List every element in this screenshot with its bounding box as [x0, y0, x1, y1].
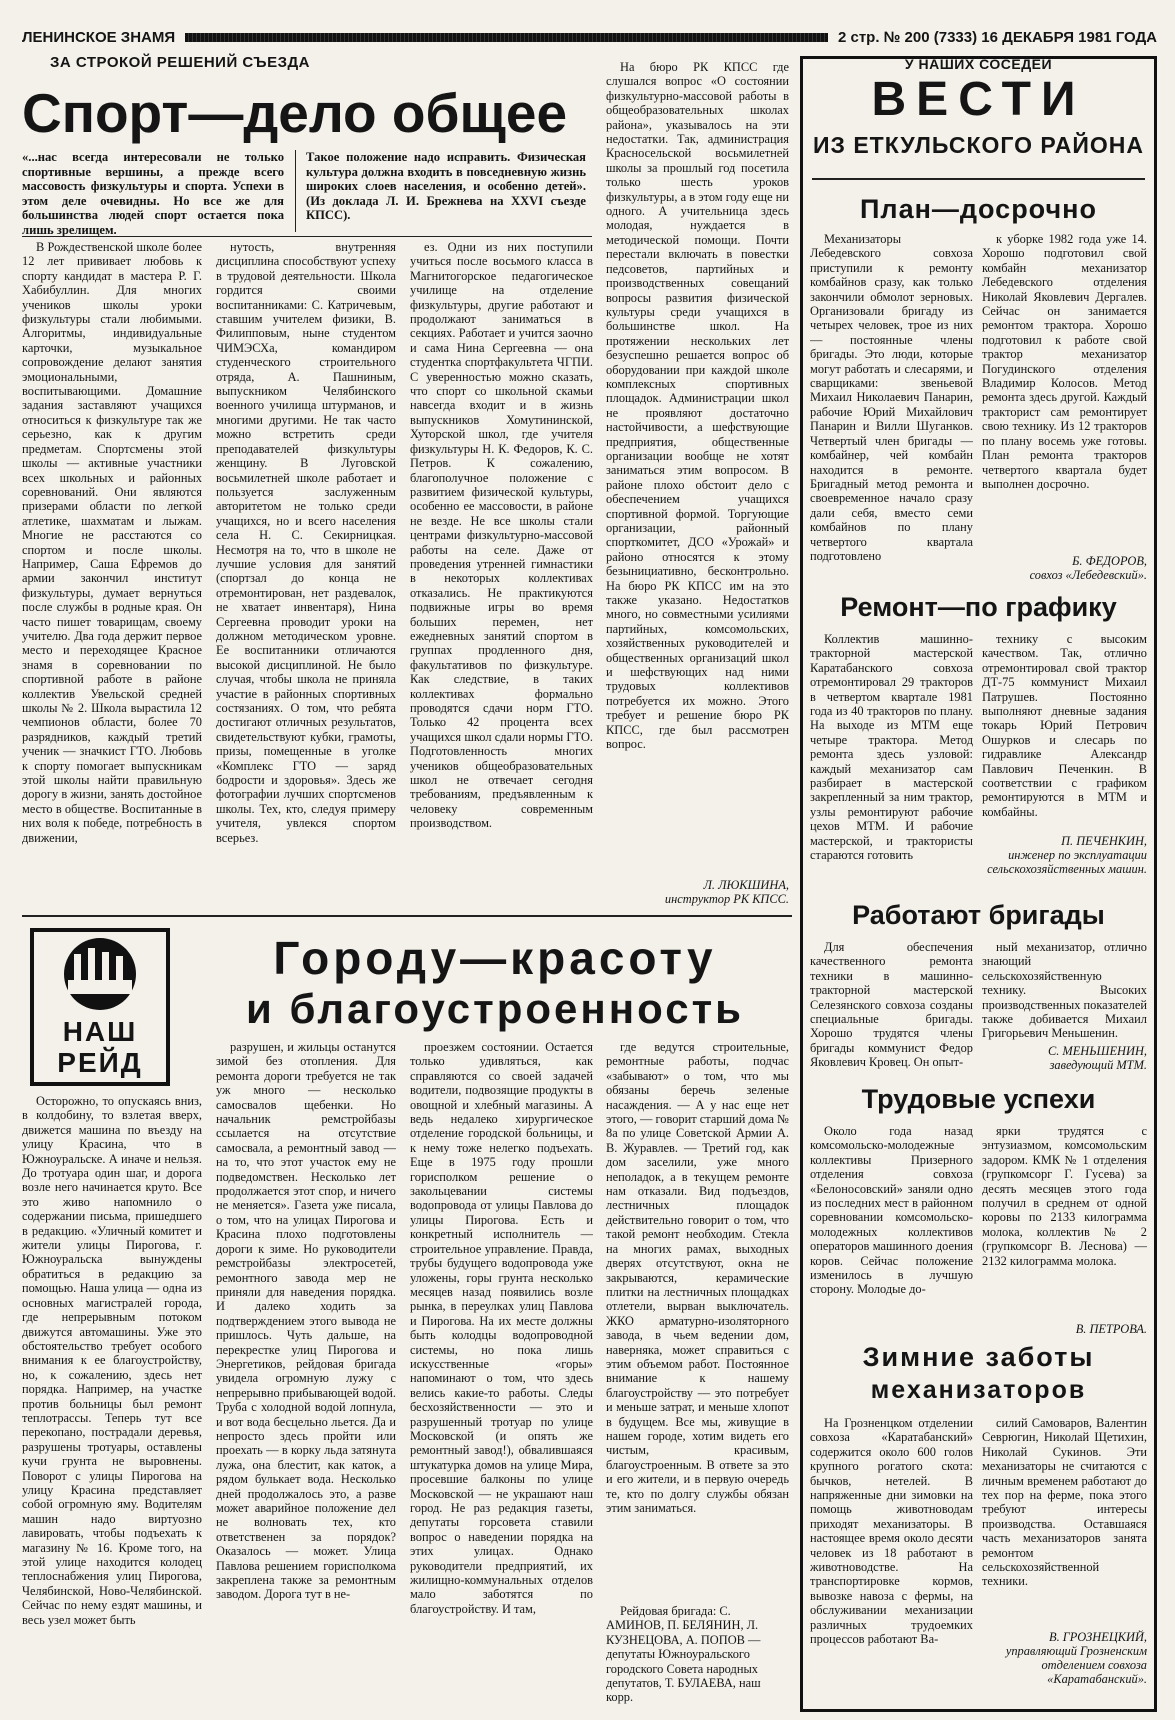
sport-headline: Спорт—дело общее	[22, 82, 568, 144]
item-2-signature	[982, 834, 1147, 876]
item-2-sig-name: П. ПЕЧЕНКИН,	[1061, 834, 1147, 848]
sport-lead-right: Такое положение надо исправить. Физическая культура должна входить в повседневную жизнь широких слоев населения, и особенно детей». (Из доклада Л. И. Брежнева на XXVI съезде КПСС).	[306, 150, 586, 222]
city-column-1: Осторожно, то опускаясь вниз, в колдобину, то взлетая вверх, движется машина по въезду на улицу Красина, что в Южноуральске. А иначе и нельзя. До тротуара один шаг, и дорога возле него начинается круто. Все это живо напомнило о содержании письма, пришедшего в редакцию. «Уличный комитет и жители улицы Пирогова, г. Южноуральска вынуждены обратиться в редакцию за помощью. Наша улица — одна из основных магистралей города, где непрерывным потоком движутся автомашины. Уже это обстоятельство требует особого внимания к ее благоустройству, но, к сожалению, здесь нет порядка. Например, на участке против больницы был ремонт теплотрассы. Теперь тут все перекопано, пострадали деревья, разрушены тротуары, оставлены кучи грунта не выровнены. Поворот с улицы Пирогова на улицу Красина представляет собой огромную яму. Водителям машин надо виртуозно лавировать, чтобы подъехать к магазину № 16. Кроме того, на этой улице находится колодец теплоснабжения улиц Пирогова, Челябинской, Ново-Челябинской. Сейчас по нему ездят машины, и весь узел может быть	[22, 1094, 202, 1627]
item-3-signature	[982, 1044, 1147, 1072]
lead-divider	[295, 150, 296, 232]
item-3-left: Для обеспечения качественного ремонта техники в машинно-тракторной мастерской Селезянского совхоза созданы специальные бригады. Хорошо трудятся члены бригады коммунист Федор Яковлевич Кровец. Он опыт-	[810, 940, 973, 1070]
city-column-3: проезжем состоянии. Остается только удивляться, как справляются со своей задачей водители, подвозящие продукты в овощной и хлебный магазины. А ведь недалеко хирургическое отделение городской больницы, и к нему тоже нелегко подъехать. Еще в 1975 году прошли горисполком решение о закольцевании системы водопровода от улицы Павлова до улицы Пирогова. Есть и конкретный исполнитель — строительное управление. Правда, трубы будущего водопровода уже уложены, горы грунта несколько месяцев назад появились возле рынка, в переулках улиц Павлова и Пирогова. На их месте должны быть колодцы водопроводной системы, но пока лишь искусственные «горы» напоминают о том, что здесь велись какие-то работы. Следы бесхозяйственности — это и разрушенный тротуар по улице Московской (и опять же ремонтный завод!), обвалившаяся штукатурка домов на улице Мира, просевшие балконы по улице Московской — не украшают наш город. Не раз редакция газеты, депутаты горсовета ставили вопрос о наведении порядка на этих улицах. Однако руководители предприятий, их жилищно-коммунальных отделов мало заботятся по благоустройству. И там,	[410, 1040, 593, 1616]
sport-lead-left: «...нас всегда интересовали не только спортивные вершины, а прежде всего массовость физкультуры и спорта. Успехи в этом деле очевидны. Но все же для большинства людей спорт остается пока лишь зрелищем.	[22, 150, 284, 237]
item-5-left: На Грозненцком отделении совхоза «Каратабанский» содержится около 600 голов крупного рогатого скота: бычков, нетелей. В напряженные дни зимовки на помощь животноводам приходят механизаторы. В настоящее время около десяти человек из 18 работают в животноводстве. На транспортировке кормов, вывозке навоза с фермы, на обслуживании механизации различных трудоемких процессов работают Ва-	[810, 1416, 973, 1647]
sport-signature-name: Л. ЛЮКШИНА,	[703, 878, 789, 892]
sport-lead-rule	[22, 236, 592, 237]
masthead-rule	[185, 33, 828, 42]
masthead	[22, 26, 1157, 48]
sport-column-4: На бюро РК КПСС где слушался вопрос «О состоянии физкультурно-массовой работы в общеобразовательных школах района», указывалось на эти недостатки. Так, администрация Красносельской восьмилетней школы за прошлый год посетила только шесть уроков физкультуры, а в этом году еще ни одного. А учительница здесь молодая, нуждается в методической помощи. Почти перестали включать в повестки педсоветов, партийных и производственных совещаний вопросы развития физической культуры среди учащихся в большинстве школ. На протяжении нескольких лет безуспешно решается вопрос об оборудовании при каждой школе комплексных спортивных площадок. Администрации школ не проявляют достаточно настойчивости, а шефствующие предприятия, общественные организации вообще не хотят заниматься этим вопросом. В районе плохо обстоит дело с обеспечением учащихся спортивной формой. Торгующие организации, районный спорткомитет, ДСО «Урожай» и районо относятся к этому безынициативно, бесконтрольно. На бюро РК КПСС им на это также указано. Недостатков много, но совместными усилиями партийных, комсомольских, хозяйственных руководителей и общественных организаций школ и шефствующих над ними трудовых коллективов потребуется их можно. Этого требует и решение бюро РК КПСС, где был рассмотрен вопрос.	[606, 60, 789, 752]
sport-column-3: ез. Одни из них поступили учиться после восьмого класса в Магнитогорское педагогическое училище на отделение физкультуры, другие работают и продолжают заниматься в секциях. Работает и учится заочно и сама Нина Сергеевна — она студентка спортфакультета ЧГПИ. С уверенностью можно сказать, что спорт со школьной скамьи навсегда входит и в жизнь выпускников Хомутининской, Хуторской школ, где учителя физкультуры Н. К. Федоров, К. С. Петров. К сожалению, благополучное положение с развитием физической культуры, особенно ее массовости, в районе не везде. Не все школы стали центрами физкультурно-массовой работы на селе. Даже от проведения утренней гимнастики в некоторых коллективах отказались. Не практикуются подвижные игры во время больших перемен, нет ежедневных занятий спортом в группах продленного дня, факультативов по физкультуре. Как следствие, в таких коллективах формально проводятся сдачи норм ГТО. Только 42 процента всех учащихся школ сдали нормы ГТО. Подготовленность многих учеников общеобразовательных школ не отвечает сегодня требованиям, предъявленным к человеку современным производством.	[410, 240, 593, 831]
item-4-right: ярки трудятся с энтузиазмом, комсомольским задором. КМК № 1 отделения (групкомсорг Г. Гусева) за десять месяцев этого года получил в среднем от одной коровы по 2133 килограмма молока, коллектив № 2 (групкомсорг В. Леснова) — 2132 килограмма молока.	[982, 1124, 1147, 1268]
neighbors-title-2: ИЗ ЕТКУЛЬСКОГО РАЙОНА	[813, 132, 1144, 158]
item-5-signature	[982, 1630, 1147, 1686]
item-2-headline: Ремонт—по графику	[840, 592, 1117, 622]
neighbors-title-rule	[812, 178, 1145, 180]
city-headline-1: Городу—красоту	[273, 932, 717, 984]
item-4-signature	[982, 1322, 1147, 1336]
factory-icon	[34, 932, 166, 1012]
sport-kicker: ЗА СТРОКОЙ РЕШЕНИЙ СЪЕЗДА	[50, 54, 311, 71]
item-5-sig-title: управляющий Грозненским отделением совхоза «Каратабанский».	[1005, 1644, 1147, 1686]
section-rule	[22, 915, 792, 917]
item-3-right: ный механизатор, отлично знающий сельскохозяйственную технику. Высоких производственных показателей также добивается Михаил Григорьевич Меньшенин.	[982, 940, 1147, 1040]
badge-line-1: НАШ	[62, 1016, 138, 1047]
item-4-sig-name: В. ПЕТРОВА.	[1075, 1322, 1147, 1336]
raid-brigade: Рейдовая бригада: С. АМИНОВ, П. БЕЛЯНИН, Л. КУЗНЕЦОВА, А. ПОПОВ — депутаты Южноуральского городского Совета народных депутатов, Т. БУЛАЕВА, наш корр.	[606, 1604, 761, 1705]
item-1-signature	[982, 554, 1147, 582]
badge-line-2: РЕЙД	[57, 1047, 143, 1078]
item-5-sig-name: В. ГРОЗНЕЦКИЙ,	[1049, 1630, 1147, 1644]
item-2-sig-title: инженер по эксплуатации сельскохозяйственных машин.	[987, 848, 1147, 876]
paper-name: ЛЕНИНСКОЕ ЗНАМЯ	[22, 28, 176, 46]
sport-signature	[606, 878, 789, 906]
item-1-sig-name: Б. ФЕДОРОВ,	[1072, 554, 1147, 568]
item-5-headline-2: механизаторов	[870, 1376, 1087, 1404]
raid-badge	[30, 928, 170, 1086]
city-column-4: где ведутся строительные, ремонтные работы, подчас «забывают» о том, что мы обязаны беречь зеленые насаждения. — А у нас еще нет этого, — говорит старший дома № 8а по улице Советской Армии А. В. Журавлев. — Третий год, как дом заселили, уже много неполадок, а в текущем ремонте нам отказали. Вид подъездов, лестничных площадок действительно говорит о том, что такой ремонт необходим. Стекла на многих рамах, выходных дверях отсутствуют, окна не закрываются, керамические плитки на лестничных площадках отлетели, вырван выключатель. ЖКО арматурно-изоляторного завода, в чьем ведении дом, наверняка, может справиться с этим объемом работ. Постоянное внимание к нашему благоустройству — это потребует и меньше затрат, и меньше хлопот в будущем. Все мы, живущие в нашем городе, хотим видеть его чистым, красивым, благоустроенным. В ответе за это и его жители, и в первую очередь те, кто по долгу службы обязан этим заниматься.	[606, 1040, 789, 1515]
item-1-right: к уборке 1982 года уже 14. Хорошо подготовил свой комбайн механизатор Лебедевского отделения Николай Яковлевич Дергалев. Сейчас он занимается ремонтом трактора. Хорошо подготовил к работе свой трактор механизатор Погудинского отделения Владимир Колосов. Метод ремонта здесь другой. Каждый тракторист сам ремонтирует свою технику. Из 12 тракторов по плану восемь уже готовы. План ремонта тракторов четвертого квартала будет выполнен досрочно.	[982, 232, 1147, 491]
sport-column-2: нутость, внутренняя дисциплина способствуют успеху в трудовой деятельности. Школа гордится своими воспитанниками: С. Катричевым, ставшим учителем физики, В. Филипповым, ныне студентом ЧИМЭСХа, командиром студенческого строительного отряда, А. Пашниным, выпускником Челябинского военного училища штурманов, и многими другими. Не так часто можно встретить среди преподавателей физкультуры женщину. В Луговской восьмилетней школе работает и пользуется заслуженным авторитетом не только среди учащихся, но и всего населения села Н. С. Секирницкая. Несмотря на то, что в школе не лучшие условия для занятий (спортзал до конца не отремонтирован, нет раздевалок, не хватает инвентаря), Нина Сергеевна проводит уроки на должном методическом уровне. Ее воспитанники отличаются высокой дисциплиной. Не было случая, чтобы школа не приняла участие в районных спортивных состязаниях. О том, что ребята достигают отличных результатов, свидетельствуют кубки, грамоты, призы, помещенные в уголке «Комплекс ГТО — заряд бодрости и здоровья». Здесь же фотографии лучших спортсменов школы. Тех, кто, следуя примеру учителя, увлекся спортом всерьез.	[216, 240, 396, 845]
item-3-headline: Работают бригады	[852, 900, 1105, 930]
neighbors-kicker: У НАШИХ СОСЕДЕЙ	[904, 56, 1053, 72]
item-4-left: Около года назад комсомольско-молодежные коллективы Призерного отделения совхоза «Белоносовский» заняли одно из последних мест в районном соревновании комсомольско-молодежных коллективов операторов машинного доения коров. Сейчас положение изменилось в лучшую сторону. Молодые до-	[810, 1124, 973, 1297]
item-1-left: Механизаторы Лебедевского совхоза приступили к ремонту комбайнов сразу, как только закончили обмолот зерновых. Организовали бригаду из четырех человек, трое из них — постоянные члены бригады. Это люди, которые могут работать и слесарями, и сварщиками: звеньевой Михаил Николаевич Панарин, рабочие Юрий Михайлович Панарин и Вилли Шуганков. Четвертый член бригады — комбайнер, чей комбайн находится в ремонте. Бригадный метод ремонта и своевременное начало сразу дали себя, вместо семи комбайнов по плану четвертого квартала подготовлено	[810, 232, 973, 563]
item-1-headline: План—досрочно	[860, 194, 1097, 224]
sport-column-1: В Рождественской школе более 12 лет прививает любовь к спорту кандидат в мастера Р. Г. Хабибуллин. Для многих учеников школы уроки физкультуры стали любимыми. Алгоритмы, индивидуальные карточки, музыкальное сопровождение делают занятия эмоциональными, воспитывающими. Домашние задания заставляют учащихся относиться к физкультуре так же серьезно, как к другим предметам. Спортсмены этой школы — активные участники всех школьных и районных соревнований. Они являются призерами области по легкой атлетике, шахматам и лыжам. Многие не расстаются со спортом и после школы. Например, Саша Ефремов до армии закончил институт физкультуры, думает вернуться после службы в родные края. Он часто пишет товарищам, своему учителю. Два года держит первое место и переходящее Красное знамя в соревновании по спортивной работе в районе коллектив Увельской средней школы № 2. Школа вырастила 12 чемпионов области, более 70 разрядников, каждый третий ученик — значкист ГТО. Любовь к спорту помогает выпускникам этой школы найти правильную дорогу в жизни, занять достойное место в обществе. Воспитанные в них воля к победе, потребность в движении,	[22, 240, 202, 845]
item-3-sig-title: заведующий МТМ.	[1049, 1058, 1147, 1072]
item-4-headline: Трудовые успехи	[861, 1084, 1096, 1114]
item-1-sig-title: совхоз «Лебедевский».	[1029, 568, 1147, 582]
item-2-right: технику с высоким качеством. Так, отлично отремонтировал свой трактор ДТ-75 коммунист Михаил Патрушев. Постоянно выполняют дневные задания токарь Юрий Петрович Ошурков и слесарь по гидравлике Александр Павлович Печенкин. В соответствии с графиком ремонтируются в МТМ и комбайны.	[982, 632, 1147, 819]
city-headline-2: и благоустроенность	[246, 985, 744, 1032]
issue-info: 2 стр. № 200 (7333) 16 ДЕКАБРЯ 1981 ГОДА	[837, 28, 1157, 46]
item-3-sig-name: С. МЕНЬШЕНИН,	[1047, 1044, 1147, 1058]
sport-signature-title: инструктор РК КПСС.	[664, 892, 789, 906]
item-5-right: силий Самоваров, Валентин Севрюгин, Николай Щетихин, Николай Сукинов. Эти механизаторы не считаются с личным временем работают до тех пор на ферме, пока этого требуют интересы производства. Оставшаяся часть механизаторов занята ремонтом сельскохозяйственной техники.	[982, 1416, 1147, 1589]
item-5-headline-1: Зимние заботы	[862, 1342, 1095, 1372]
city-column-2: разрушен, и жильцы останутся зимой без отопления. Для ремонта дороги требуется не так уж много — несколько самосвалов щебенки. Но начальник ремстройбазы ссылается на отсутствие самосвала, а ремонтный завод — на то, что этот участок ему не подведомствен. Несколько лет продолжается этот спор, и ничего не меняется». Газета уже писала, о том, что на улицах Пирогова и Красина плохо подготовлены дороги к зиме. Но руководители ремстройбазы электросетей, ремонтного завода мер не приняли для наведения порядка. И далеко ходить за подтверждением этого вывода не пришлось. Чуть дальше, на перекрестке улиц Пирогова и Энергетиков, рейдовая бригада увидела огромную лужу с непрерывно прибывающей водой. Труба с холодной водой лопнула, и вот вода бесцельно льется. Да и непросто здесь пройти или проехать — в корку льда затянута лужа, она блестит, как каток, а рядом булькает вода. Несколько дней продолжалось это, а разве может аварийное положение дел не волновать тех, кто ответственен за порядок? Оказалось — может. Улица Павлова решением горисполкома закреплена также за ремонтным заводом. Дорога тут в не-	[216, 1040, 396, 1602]
neighbors-title-1: ВЕСТИ	[871, 73, 1086, 126]
item-2-left: Коллектив машинно-тракторной мастерской Каратабанского совхоза отремонтировал 29 тракторов в четвертом квартале 1981 года из 40 тракторов по плану. На выходе из МТМ еще четыре трактора. Метод ремонта здесь узловой: каждый механизатор сам разбирает в мастерской закрепленный за ним трактор, узлы ремонтируют рабочие цехов МТМ. И рабочие мастерской, и трактористы стараются готовить	[810, 632, 973, 863]
